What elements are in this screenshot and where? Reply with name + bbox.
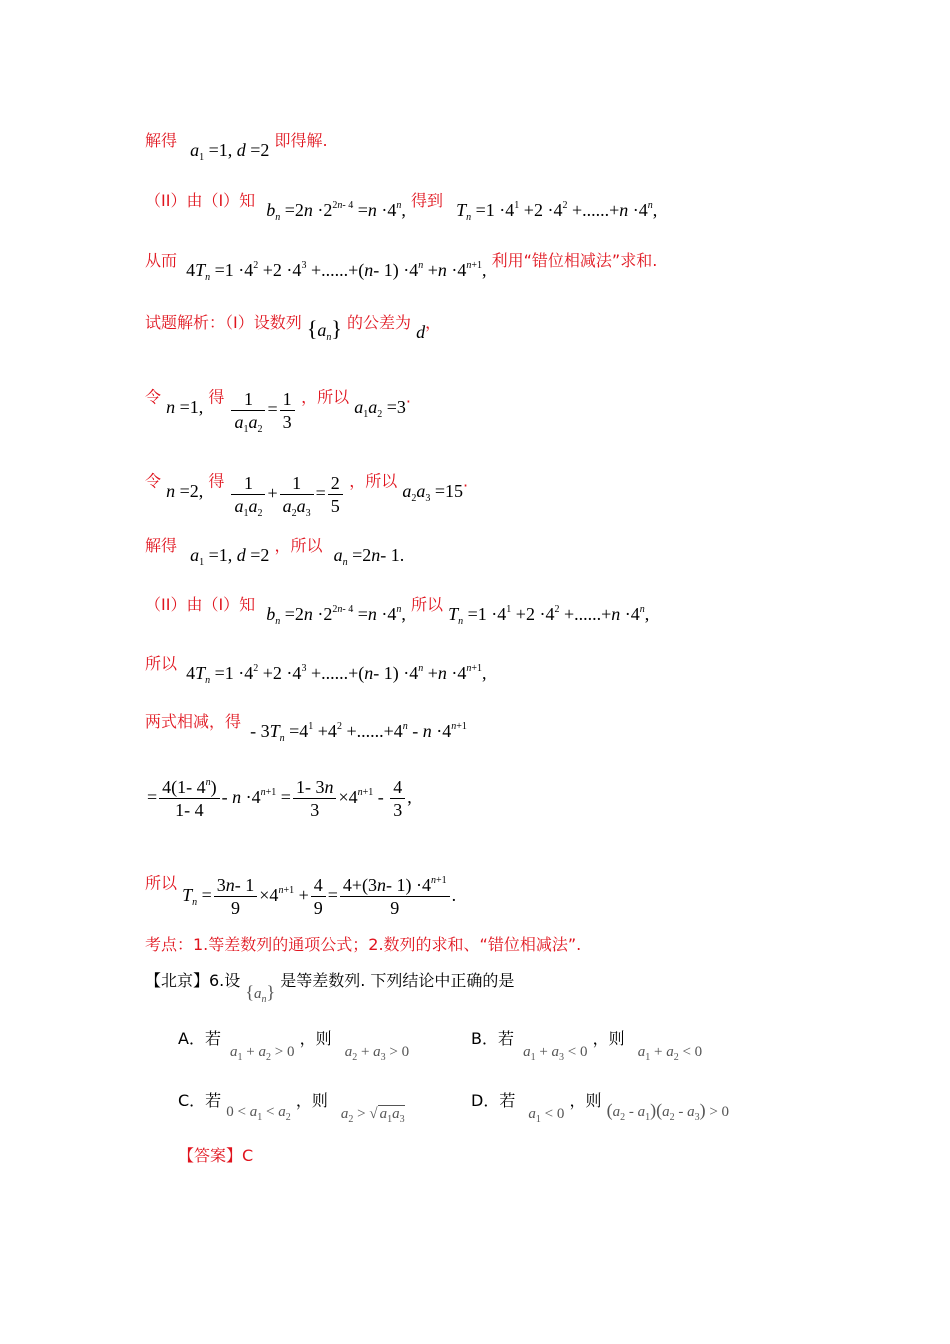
line-solution-1 — [145, 128, 328, 163]
text-gongcha: 的公差为 — [347, 313, 412, 332]
formula-Tn-2: $T_n =1 \cdot 4^1 +2 \cdot 4^2 +......+n \cdot 4^n$, — [448, 604, 650, 627]
formula-bn: $b_n =2n \cdot 2^{2n- 4} =n \cdot 4^n$, — [266, 200, 406, 223]
text-liyong: 利用“错位相减法”求和. — [491, 251, 658, 270]
formula-d: d — [416, 322, 426, 342]
text-jiede: 解得 — [145, 131, 178, 150]
option-C-cond: $0 < a_1 < a_2$ — [226, 1104, 291, 1123]
line-solution-11 — [147, 776, 412, 821]
text-jidejie: 即得解. — [274, 131, 328, 150]
answer-line: 【答案】C — [178, 1146, 254, 1165]
formula-frac-2: $\frac{1}{a_1a_2}$ + $\frac{1}{a_2a_3}$ = $\frac{2}{5}$ — [229, 483, 349, 503]
formula-4Tn: $4T_n =1 \cdot 4^2 +2 \cdot 4^3 +......+(n-$ $1) \cdot 4^n +n \cdot 4^{n+1}$, — [186, 260, 487, 283]
option-D-label: D．若 — [471, 1091, 516, 1110]
formula-n1: n =1, — [166, 396, 204, 417]
line-solution-10 — [145, 709, 467, 744]
formula-set-an: $\{a_n\}$ — [306, 316, 342, 343]
text-suoyi: 所以 — [411, 595, 444, 614]
option-A-cond: $a_1 + a_2 > 0$ — [230, 1044, 295, 1063]
line-solution-7 — [145, 533, 405, 568]
formula-a2a3: $a_2a_3 =15$ — [402, 480, 464, 504]
option-C[interactable] — [178, 1088, 405, 1125]
formula-minus3Tn: - $3T_n =4^1 +4^2 +......+4^n - n \cdot 4^{n+1}$ — [250, 721, 467, 744]
line-solution-3 — [145, 248, 658, 283]
text-suoyi: 所以 — [145, 654, 178, 673]
formula-Tn-final: $T_n$ = $\frac{3n- 1}{9}$ $\times 4^{n+1}$ + $\frac{4}{9}$ = $\frac{4+(3n- 1) \cdot 4^{n+1}}{9}$ . — [182, 875, 457, 918]
line-solution-5: 令 n =1, 得 $\frac{1}{a_1a_2}$ = $\frac{1}{3}$ ，所以 $a_1a_2 =3$. — [145, 387, 411, 435]
option-D-ze: ，则 — [569, 1091, 602, 1110]
text-de: 得 — [208, 387, 225, 407]
option-C-result: $a_2$ > √ $a_1a_3$ — [340, 1106, 405, 1125]
text-dedao: 得到 — [411, 191, 444, 210]
option-D-result: $(a_2 - a_1)(a_2 - a_3) > 0$ — [606, 1100, 730, 1123]
formula-bn-2: $b_n =2n \cdot 2^{2n- 4} =n \cdot 4^n$, — [266, 604, 406, 627]
option-B[interactable] — [471, 1026, 703, 1063]
line-solution-8 — [145, 592, 650, 627]
formula-n2: n =2, — [166, 480, 204, 501]
formula-set-an-q: $\{a_n\}$ — [245, 982, 276, 1005]
text-II-label: （II）由（I）知 — [145, 191, 256, 210]
option-D[interactable] — [471, 1088, 730, 1125]
text-liangshi: 两式相减，得 — [145, 712, 242, 731]
option-A-ze: ，则 — [299, 1029, 332, 1048]
option-A[interactable] — [178, 1026, 410, 1063]
text-suoyi: ，所以 — [301, 387, 350, 407]
formula-sum-result: = $\frac{4(1- 4^n)}{1- 4}$ - $n \cdot 4^{n+1}$ = $\frac{1- 3n}{3}$ $\times 4^{n+1}$ - $\frac{4}{3}$ , — [147, 777, 412, 820]
text-congerr: 从而 — [145, 251, 178, 270]
text-suoyi: ，所以 — [274, 536, 323, 555]
formula-a1a2: $a_1a_2 =3$ — [354, 396, 406, 420]
option-D-cond: $a_1 < 0$ — [528, 1106, 565, 1125]
line-solution-2 — [145, 188, 658, 223]
formula-an: $a_n =2n-$ 1. — [333, 545, 405, 568]
option-B-cond: $a_1 + a_3 < 0$ — [523, 1044, 588, 1063]
option-A-result: $a_2 + a_3 > 0$ — [344, 1044, 410, 1063]
option-C-label: C．若 — [178, 1091, 222, 1110]
formula-Tn: $T_n =1 \cdot 4^1 +2 \cdot 4^2 +......+n \cdot 4^n$, — [456, 200, 658, 223]
formula-a1-d: $a_1 =1$, d =2 — [190, 140, 270, 163]
line-solution-12 — [145, 862, 457, 918]
text-ling: 令 — [145, 387, 162, 407]
option-B-result: $a_1 + a_2 < 0$ — [637, 1044, 703, 1063]
text-ling: 令 — [145, 471, 162, 491]
line-solution-4: 试题解析：（I）设数列 $\{a_n\}$ 的公差为 d， — [145, 313, 442, 343]
formula-a1-d-2: $a_1 =1$, d =2 — [190, 545, 270, 568]
text-II-label: （II）由（I）知 — [145, 595, 256, 614]
question-suffix: 是等差数列. 下列结论中正确的是 — [280, 971, 515, 990]
text-de: 得 — [208, 471, 225, 491]
question-stem — [145, 968, 515, 1005]
text-suoyi: ，所以 — [349, 471, 398, 491]
text-jiede: 解得 — [145, 536, 178, 555]
formula-frac-1: $\frac{1}{a_1a_2}$ = $\frac{1}{3}$ — [229, 399, 301, 419]
line-solution-9 — [145, 651, 487, 686]
text-suoyi: 所以 — [145, 873, 178, 893]
option-C-ze: ，则 — [295, 1091, 328, 1110]
option-B-ze: ，则 — [592, 1029, 625, 1048]
text-shiti-jiexi: 试题解析：（I）设数列 — [145, 313, 302, 332]
kaodian-line: 考点：1.等差数列的通项公式；2.数列的求和、“错位相减法”. — [145, 935, 582, 954]
formula-4Tn-2: $4T_n =1 \cdot 4^2 +2 \cdot 4^3 +......+(n-$ $1) \cdot 4^n +n \cdot 4^{n+1}$, — [186, 663, 487, 686]
line-solution-6: 令 n =2, 得 $\frac{1}{a_1a_2}$ + $\frac{1}{a_2a_3}$ = $\frac{2}{5}$ ，所以 $a_2a_3 =15$. — [145, 471, 469, 519]
option-B-label: B．若 — [471, 1029, 514, 1048]
option-A-label: A．若 — [178, 1029, 221, 1048]
question-prefix: 【北京】6.设 — [145, 971, 241, 990]
